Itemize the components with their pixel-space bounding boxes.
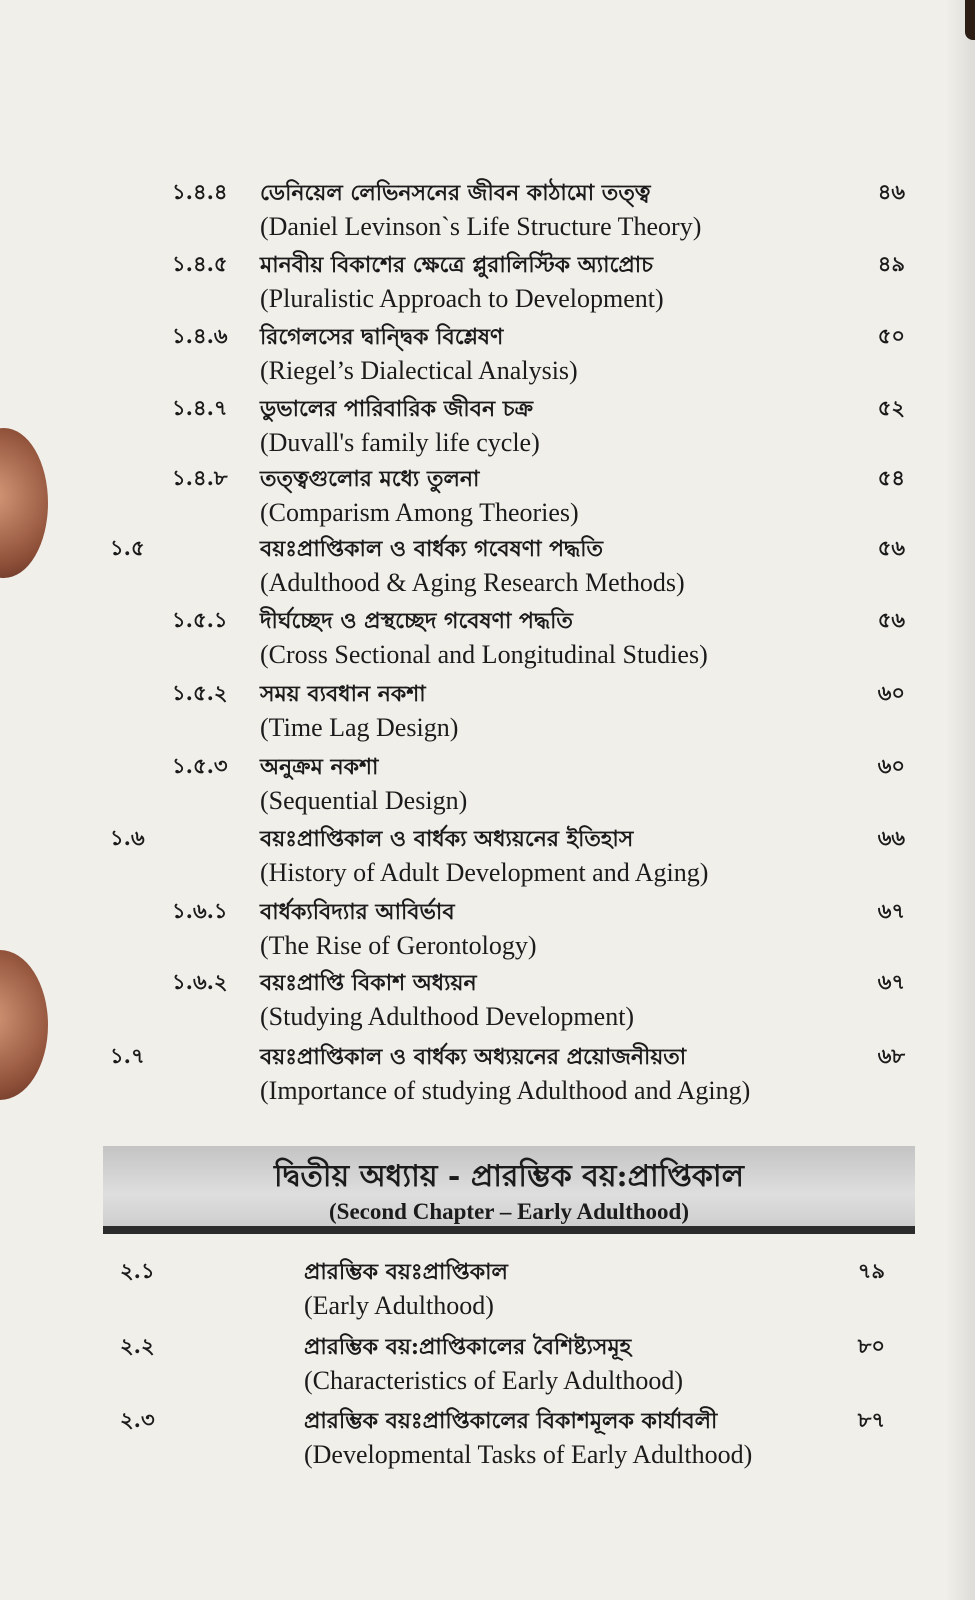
entry-title-bengali: ডেনিয়েল লেভিনসনের জীবন কাঠামো তত্ত্ব <box>260 180 651 206</box>
entry-number: ১.৫ <box>110 535 145 560</box>
entry-title-bengali: ডুভালের পারিবারিক জীবন চক্র <box>260 396 534 422</box>
entry-title-english: (Developmental Tasks of Early Adulthood) <box>304 1440 753 1469</box>
entry-title-bengali: বয়ঃপ্রাপ্তি বিকাশ অধ্যয়ন <box>260 970 477 996</box>
entry-page-number: ৮৭ <box>857 1407 885 1432</box>
entry-title-english: (Pluralistic Approach to Development) <box>260 284 664 313</box>
entry-title-english: (Sequential Design) <box>260 786 468 815</box>
entry-title-english: (Duvall's family life cycle) <box>260 428 540 457</box>
entry-number: ১.৫.২ <box>172 680 228 705</box>
entry-page-number: ৬৭ <box>877 969 905 994</box>
entry-title-bengali: বয়ঃপ্রাপ্তিকাল ও বার্ধক্য অধ্যয়নের প্রয়োজনীয়তা <box>260 1044 687 1070</box>
entry-page-number: ৬০ <box>877 753 905 778</box>
chapter-title: দ্বিতীয় অধ্যায় - প্রারম্ভিক বয়:প্রাপ্তিকাল <box>274 1159 744 1194</box>
chapter-heading-rule <box>103 1226 915 1234</box>
page-edge-shadow <box>945 0 975 1600</box>
entry-title-english: (History of Adult Development and Aging) <box>260 858 709 887</box>
entry-page-number: ৫৬ <box>877 535 905 560</box>
entry-title-bengali: প্রারম্ভিক বয়ঃপ্রাপ্তিকাল <box>304 1259 508 1285</box>
entry-page-number: ৮০ <box>857 1333 885 1358</box>
entry-title-english: (The Rise of Gerontology) <box>260 931 537 960</box>
entry-page-number: ৫৬ <box>877 607 905 632</box>
entry-title-english: (Daniel Levinson`s Life Structure Theory) <box>260 212 702 241</box>
entry-title-bengali: দীর্ঘচ্ছেদ ও প্রস্থচ্ছেদ গবেষণা পদ্ধতি <box>260 608 573 634</box>
entry-page-number: ৫২ <box>877 395 905 420</box>
thumb-upper <box>0 428 48 578</box>
chapter-subtitle: (Second Chapter – Early Adulthood) <box>329 1199 689 1224</box>
entry-title-bengali: মানবীয় বিকাশের ক্ষেত্রে প্লুরালিস্টিক অ্যাপ্রোচ <box>260 252 654 278</box>
entry-number: ১.৫.১ <box>172 607 228 632</box>
entry-page-number: ৫০ <box>877 323 905 348</box>
entry-page-number: ৬৮ <box>877 1043 905 1068</box>
entry-page-number: ৬০ <box>877 680 905 705</box>
entry-number: ১.৪.৬ <box>172 323 228 348</box>
entry-page-number: ৪৯ <box>877 251 905 276</box>
entry-title-bengali: প্রারম্ভিক বয়:প্রাপ্তিকালের বৈশিষ্ট্যসমূহ <box>304 1334 632 1360</box>
thumb-lower <box>0 950 48 1100</box>
entry-page-number: ৪৬ <box>877 179 905 204</box>
entry-number: ১.৬.১ <box>172 898 228 923</box>
entry-title-english: (Cross Sectional and Longitudinal Studies) <box>260 640 708 669</box>
entry-number: ১.৬.২ <box>172 969 228 994</box>
entry-title-english: (Characteristics of Early Adulthood) <box>304 1366 684 1395</box>
entry-number: ২.১ <box>120 1258 155 1283</box>
entry-number: ২.২ <box>120 1333 155 1358</box>
entry-title-bengali: অনুক্রম নকশা <box>260 754 379 780</box>
entry-title-english: (Studying Adulthood Development) <box>260 1002 635 1031</box>
entry-title-english: (Adulthood & Aging Research Methods) <box>260 568 685 597</box>
entry-title-bengali: সময় ব্যবধান নকশা <box>260 681 426 707</box>
entry-title-english: (Importance of studying Adulthood and Aging) <box>260 1076 751 1105</box>
page-corner-dark-edge <box>965 0 975 40</box>
entry-number: ১.৬ <box>110 825 145 850</box>
entry-title-english: (Early Adulthood) <box>304 1291 494 1320</box>
entry-number: ২.৩ <box>120 1407 155 1432</box>
entry-title-english: (Comparism Among Theories) <box>260 498 579 527</box>
entry-page-number: ৭৯ <box>857 1258 885 1283</box>
entry-number: ১.৪.৭ <box>172 395 228 420</box>
entry-title-bengali: প্রারম্ভিক বয়ঃপ্রাপ্তিকালের বিকাশমূলক কার্যাবলী <box>304 1408 718 1434</box>
entry-page-number: ৫৪ <box>877 465 905 490</box>
entry-title-bengali: বয়ঃপ্রাপ্তিকাল ও বার্ধক্য অধ্যয়নের ইতিহাস <box>260 826 634 852</box>
entry-page-number: ৬৬ <box>877 825 905 850</box>
entry-page-number: ৬৭ <box>877 898 905 923</box>
entry-title-bengali: বয়ঃপ্রাপ্তিকাল ও বার্ধক্য গবেষণা পদ্ধতি <box>260 536 604 562</box>
entry-number: ১.৫.৩ <box>172 753 228 778</box>
entry-title-bengali: বার্ধক্যবিদ্যার আবির্ভাব <box>260 899 455 925</box>
entry-number: ১.৪.৪ <box>172 179 228 204</box>
entry-title-bengali: রিগেলসের দ্বান্দ্বিক বিশ্লেষণ <box>260 324 504 350</box>
entry-title-english: (Riegel’s Dialectical Analysis) <box>260 356 578 385</box>
entry-number: ১.৭ <box>110 1043 145 1068</box>
entry-number: ১.৪.৫ <box>172 251 228 276</box>
entry-title-bengali: তত্ত্বগুলোর মধ্যে তুলনা <box>260 466 480 492</box>
entry-title-english: (Time Lag Design) <box>260 713 459 742</box>
entry-number: ১.৪.৮ <box>172 465 228 490</box>
